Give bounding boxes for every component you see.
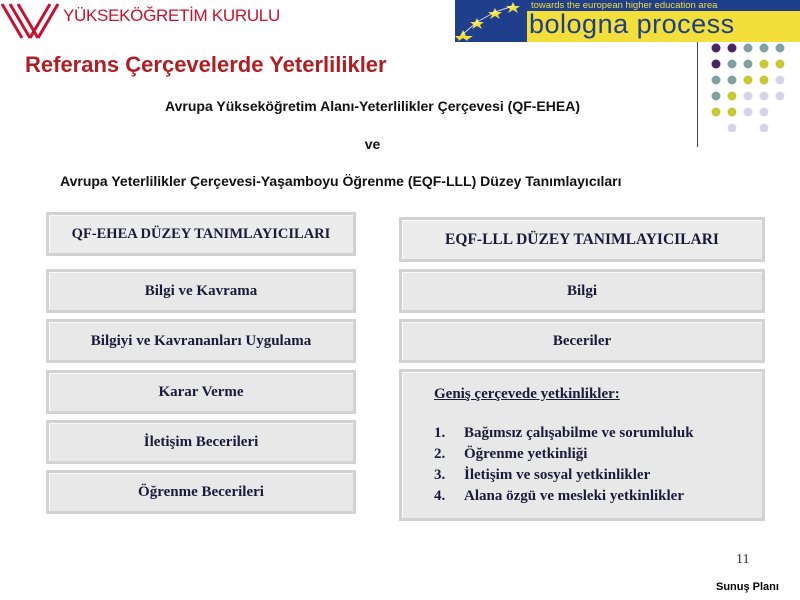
eqf-lll-item-label: Beceriler [552,332,612,349]
bologna-tagline: towards the european higher education area [527,0,800,11]
qf-ehea-item-box [46,420,356,464]
qf-ehea-item-label: Bilgiyi ve Kavrananları Uygulama [90,332,312,349]
page-title: Referans Çerçevelerde Yeterlilikler [25,52,387,77]
subtitle-connector: ve [364,136,381,152]
eqf-lll-heading-label: EQF-LLL DÜZEY TANIMLAYICILARI [445,230,719,248]
eu-stars-icon [455,0,527,42]
qf-ehea-item-box [46,319,356,363]
qf-ehea-item-label: İletişim Becerileri [143,433,259,450]
qf-ehea-item-box [46,269,356,313]
list-item-number: 4. [434,488,446,504]
list-item-number: 2. [434,446,446,462]
qf-ehea-item-label: Bilgi ve Kavrama [144,282,258,299]
list-item-text: Alana özgü ve mesleki yetkinlikler [464,488,684,504]
competences-heading: Geniş çerçevede yetkinlikler: [434,386,620,402]
eqf-lll-heading-box [399,217,765,262]
yok-emblem-icon [0,0,62,42]
bologna-wordmark: bologna process [529,9,735,39]
list-item-text: Öğrenme yetkinliği [464,446,588,462]
eqf-lll-item-label: Bilgi [566,282,597,299]
sunus-plani-link[interactable]: Sunuş Planı [716,581,779,593]
qf-ehea-heading-box [46,212,356,256]
header-divider [697,42,698,147]
qf-ehea-heading-label: QF-EHEA DÜZEY TANIMLAYICILARI [71,225,331,242]
eqf-lll-item-box [399,319,765,363]
list-item [434,423,762,444]
subtitle-qf-ehea: Avrupa Yükseköğretim Alanı-Yeterlilikler Çerçevesi (QF-EHEA) [165,98,580,114]
bologna-process-banner [455,0,800,42]
subtitle-eqf-lll: Avrupa Yeterlilikler Çerçevesi-Yaşamboyu Öğrenme (EQF-LLL) Düzey Tanımlayıcıları [60,173,622,189]
qf-ehea-item-box [46,370,356,414]
list-item-text: Bağımsız çalışabilme ve sorumluluk [464,425,694,441]
yok-logo-text: YÜKSEKÖĞRETİM KURULU [63,6,280,25]
list-item-text: İletişim ve sosyal yetkinlikler [464,467,651,483]
list-item-number: 3. [434,467,446,483]
qf-ehea-item-label: Öğrenme Becerileri [138,483,264,500]
qf-ehea-item-label: Karar Verme [158,383,244,400]
list-item [434,444,762,465]
eqf-lll-competences-box [399,369,765,521]
competence-list [434,423,762,507]
page-number: 11 [736,552,750,567]
decorative-dot-grid [710,42,800,132]
qf-ehea-item-box [46,470,356,514]
list-item [434,465,762,486]
eqf-lll-item-box [399,269,765,313]
list-item [434,486,762,507]
list-item-number: 1. [434,425,446,441]
